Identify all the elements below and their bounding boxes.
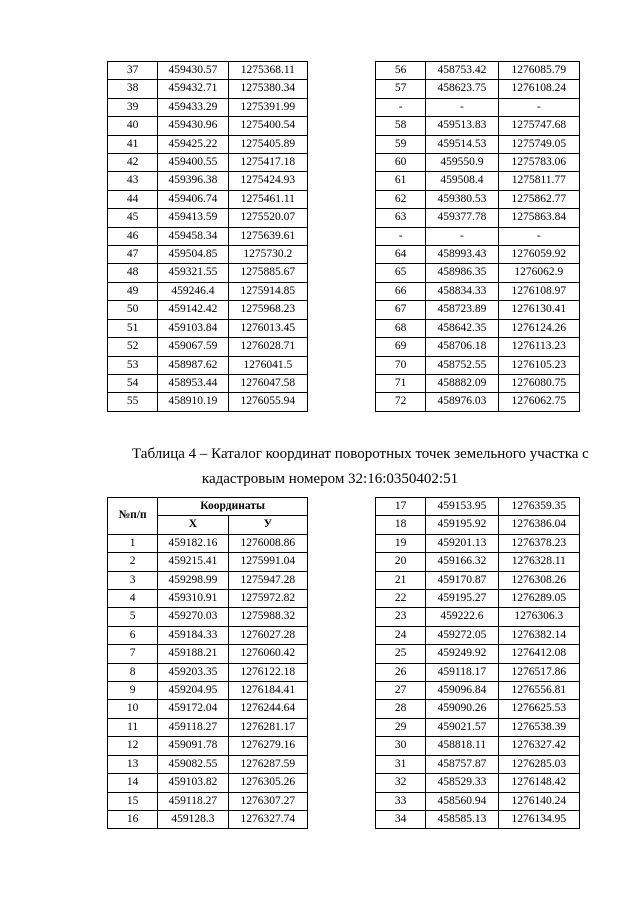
x-coordinate-cell: 459170.87 [426, 571, 498, 589]
x-coordinate-cell: 458834.33 [426, 282, 498, 300]
x-coordinate-cell: 459188.21 [158, 645, 228, 663]
point-number-cell: 38 [108, 80, 158, 98]
y-coordinate-cell: 1276327.74 [228, 810, 307, 828]
point-number-cell: 43 [108, 172, 158, 190]
table-header-row [108, 498, 308, 516]
point-number-cell: 32 [376, 774, 426, 792]
coordinates-table-4-left [107, 497, 308, 829]
y-coordinate-cell: 1276122.18 [228, 663, 307, 681]
point-number-cell: 14 [108, 774, 158, 792]
y-coordinate-cell: - [498, 98, 579, 116]
y-coordinate-cell: 1276134.95 [498, 810, 579, 828]
point-number-cell: 46 [108, 227, 158, 245]
x-coordinate-cell: 459184.33 [158, 626, 228, 644]
point-number-cell: 47 [108, 246, 158, 264]
x-coordinate-cell: 459246.4 [158, 282, 228, 300]
point-number-cell: 72 [376, 393, 426, 411]
x-coordinate-cell: - [426, 98, 498, 116]
point-number-cell: 42 [108, 154, 158, 172]
y-coordinate-cell: 1276327.42 [498, 737, 579, 755]
x-coordinate-cell: - [426, 227, 498, 245]
table-row [376, 301, 580, 319]
y-coordinate-cell: 1276244.64 [228, 700, 307, 718]
y-coordinate-cell: 1276148.42 [498, 774, 579, 792]
table-row [376, 154, 580, 172]
point-number-cell: 61 [376, 172, 426, 190]
point-number-cell: 48 [108, 264, 158, 282]
table-row [108, 172, 308, 190]
x-coordinate-cell: 459091.78 [158, 737, 228, 755]
table-row [376, 246, 580, 264]
y-coordinate-cell: 1276062.75 [498, 393, 579, 411]
table-row [376, 98, 580, 116]
x-coordinate-cell: 459321.55 [158, 264, 228, 282]
y-coordinate-cell: 1276289.05 [498, 590, 579, 608]
y-coordinate-cell: 1276113.23 [498, 338, 579, 356]
y-coordinate-cell: 1276307.27 [228, 792, 307, 810]
point-number-cell: 30 [376, 737, 426, 755]
table-row [108, 301, 308, 319]
y-coordinate-cell: - [498, 227, 579, 245]
x-coordinate-cell: 459432.71 [158, 80, 228, 98]
x-coordinate-cell: 459067.59 [158, 338, 228, 356]
x-coordinate-cell: 458723.89 [426, 301, 498, 319]
table-row [108, 62, 308, 80]
point-number-cell: 55 [108, 393, 158, 411]
x-coordinate-cell: 458623.75 [426, 80, 498, 98]
y-coordinate-cell: 1276556.81 [498, 682, 579, 700]
x-coordinate-cell: 459504.85 [158, 246, 228, 264]
y-coordinate-cell: 1276306.3 [498, 608, 579, 626]
point-number-cell: 15 [108, 792, 158, 810]
x-coordinate-cell: 459514.53 [426, 135, 498, 153]
table-row [108, 80, 308, 98]
header-y: У [228, 516, 307, 534]
table-row [376, 209, 580, 227]
x-coordinate-cell: 458753.42 [426, 62, 498, 80]
table-row [376, 190, 580, 208]
x-coordinate-cell: 459430.57 [158, 62, 228, 80]
x-coordinate-cell: 459142.42 [158, 301, 228, 319]
point-number-cell: 71 [376, 374, 426, 392]
point-number-cell: 13 [108, 755, 158, 773]
point-number-cell: 19 [376, 534, 426, 552]
y-coordinate-cell: 1275400.54 [228, 117, 307, 135]
header-x: Х [158, 516, 228, 534]
x-coordinate-cell: 458757.87 [426, 755, 498, 773]
point-number-cell: - [376, 227, 426, 245]
y-coordinate-cell: 1276055.94 [228, 393, 307, 411]
y-coordinate-cell: 1276538.39 [498, 718, 579, 736]
point-number-cell: 53 [108, 356, 158, 374]
x-coordinate-cell: 458706.18 [426, 338, 498, 356]
table-row [108, 774, 308, 792]
point-number-cell: 20 [376, 553, 426, 571]
coordinates-table-4-right [375, 497, 580, 829]
y-coordinate-cell: 1276027.28 [228, 626, 307, 644]
x-coordinate-cell: 459166.32 [426, 553, 498, 571]
point-number-cell: 59 [376, 135, 426, 153]
table-row [108, 338, 308, 356]
x-coordinate-cell: 459396.38 [158, 172, 228, 190]
x-coordinate-cell: 459249.92 [426, 645, 498, 663]
table-row [108, 374, 308, 392]
table-row [376, 80, 580, 98]
point-number-cell: 65 [376, 264, 426, 282]
y-coordinate-cell: 1276041.5 [228, 356, 307, 374]
y-coordinate-cell: 1276008.86 [228, 534, 307, 552]
y-coordinate-cell: 1275885.67 [228, 264, 307, 282]
table-row [108, 571, 308, 589]
table-row [108, 356, 308, 374]
y-coordinate-cell: 1276412.08 [498, 645, 579, 663]
x-coordinate-cell: 459433.29 [158, 98, 228, 116]
point-number-cell: 66 [376, 282, 426, 300]
table-row [108, 645, 308, 663]
y-coordinate-cell: 1276625.53 [498, 700, 579, 718]
point-number-cell: 56 [376, 62, 426, 80]
coordinates-table-top-left [107, 61, 308, 412]
point-number-cell: - [376, 98, 426, 116]
x-coordinate-cell: 459550.9 [426, 154, 498, 172]
point-number-cell: 25 [376, 645, 426, 663]
x-coordinate-cell: 459430.96 [158, 117, 228, 135]
table-row [376, 264, 580, 282]
point-number-cell: 29 [376, 718, 426, 736]
x-coordinate-cell: 458910.19 [158, 393, 228, 411]
point-number-cell: 70 [376, 356, 426, 374]
table-row [108, 810, 308, 828]
x-coordinate-cell: 459103.84 [158, 319, 228, 337]
table-row [108, 154, 308, 172]
x-coordinate-cell: 458993.43 [426, 246, 498, 264]
point-number-cell: 68 [376, 319, 426, 337]
point-number-cell: 2 [108, 553, 158, 571]
table-row [376, 663, 580, 681]
y-coordinate-cell: 1275947.28 [228, 571, 307, 589]
y-coordinate-cell: 1276108.24 [498, 80, 579, 98]
x-coordinate-cell: 459096.84 [426, 682, 498, 700]
point-number-cell: 41 [108, 135, 158, 153]
table-row [376, 338, 580, 356]
table-row [108, 608, 308, 626]
table-row [376, 135, 580, 153]
point-number-cell: 7 [108, 645, 158, 663]
table-row [108, 682, 308, 700]
table-row [376, 590, 580, 608]
point-number-cell: 11 [108, 718, 158, 736]
y-coordinate-cell: 1275749.05 [498, 135, 579, 153]
y-coordinate-cell: 1276062.9 [498, 264, 579, 282]
table-row [376, 553, 580, 571]
y-coordinate-cell: 1276378.23 [498, 534, 579, 552]
point-number-cell: 57 [376, 80, 426, 98]
x-coordinate-cell: 459270.03 [158, 608, 228, 626]
y-coordinate-cell: 1275991.04 [228, 553, 307, 571]
point-number-cell: 40 [108, 117, 158, 135]
y-coordinate-cell: 1275730.2 [228, 246, 307, 264]
table-row [108, 626, 308, 644]
point-number-cell: 33 [376, 792, 426, 810]
table-row [376, 117, 580, 135]
y-coordinate-cell: 1276285.03 [498, 755, 579, 773]
table-row [108, 117, 308, 135]
point-number-cell: 69 [376, 338, 426, 356]
table-row [376, 498, 580, 516]
point-number-cell: 54 [108, 374, 158, 392]
x-coordinate-cell: 459380.53 [426, 190, 498, 208]
y-coordinate-cell: 1276060.42 [228, 645, 307, 663]
y-coordinate-cell: 1276085.79 [498, 62, 579, 80]
point-number-cell: 23 [376, 608, 426, 626]
y-coordinate-cell: 1276080.75 [498, 374, 579, 392]
point-number-cell: 16 [108, 810, 158, 828]
y-coordinate-cell: 1275424.93 [228, 172, 307, 190]
point-number-cell: 5 [108, 608, 158, 626]
y-coordinate-cell: 1275461.11 [228, 190, 307, 208]
point-number-cell: 62 [376, 190, 426, 208]
point-number-cell: 63 [376, 209, 426, 227]
table-row [376, 534, 580, 552]
x-coordinate-cell: 458987.62 [158, 356, 228, 374]
x-coordinate-cell: 459118.27 [158, 792, 228, 810]
table-row [108, 792, 308, 810]
point-number-cell: 58 [376, 117, 426, 135]
x-coordinate-cell: 459021.57 [426, 718, 498, 736]
table-row [108, 737, 308, 755]
table-row [376, 700, 580, 718]
table-row [108, 135, 308, 153]
x-coordinate-cell: 459103.82 [158, 774, 228, 792]
x-coordinate-cell: 458953.44 [158, 374, 228, 392]
y-coordinate-cell: 1276047.58 [228, 374, 307, 392]
point-number-cell: 9 [108, 682, 158, 700]
table-row [376, 356, 580, 374]
point-number-cell: 52 [108, 338, 158, 356]
x-coordinate-cell: 459172.04 [158, 700, 228, 718]
table-caption-line-2: кадастровым номером 32:16:0350402:51 [201, 471, 459, 487]
point-number-cell: 17 [376, 498, 426, 516]
point-number-cell: 37 [108, 62, 158, 80]
table-row [108, 755, 308, 773]
x-coordinate-cell: 459425.22 [158, 135, 228, 153]
point-number-cell: 45 [108, 209, 158, 227]
table-row [108, 590, 308, 608]
y-coordinate-cell: 1276105.23 [498, 356, 579, 374]
table-row [108, 209, 308, 227]
x-coordinate-cell: 459298.99 [158, 571, 228, 589]
x-coordinate-cell: 459310.91 [158, 590, 228, 608]
x-coordinate-cell: 459222.6 [426, 608, 498, 626]
table-row [108, 190, 308, 208]
x-coordinate-cell: 459128.3 [158, 810, 228, 828]
y-coordinate-cell: 1275862.77 [498, 190, 579, 208]
point-number-cell: 34 [376, 810, 426, 828]
table-row [108, 553, 308, 571]
y-coordinate-cell: 1275391.99 [228, 98, 307, 116]
coordinates-table-top-right [375, 61, 580, 412]
x-coordinate-cell: 459272.05 [426, 626, 498, 644]
point-number-cell: 10 [108, 700, 158, 718]
point-number-cell: 67 [376, 301, 426, 319]
x-coordinate-cell: 459153.95 [426, 498, 498, 516]
y-coordinate-cell: 1276287.59 [228, 755, 307, 773]
y-coordinate-cell: 1275405.89 [228, 135, 307, 153]
table-row [376, 608, 580, 626]
table-row [108, 227, 308, 245]
x-coordinate-cell: 459118.17 [426, 663, 498, 681]
x-coordinate-cell: 459118.27 [158, 718, 228, 736]
y-coordinate-cell: 1275639.61 [228, 227, 307, 245]
x-coordinate-cell: 459508.4 [426, 172, 498, 190]
table-row [108, 319, 308, 337]
x-coordinate-cell: 459204.95 [158, 682, 228, 700]
header-point-number: №п/п [108, 498, 158, 535]
y-coordinate-cell: 1275988.32 [228, 608, 307, 626]
y-coordinate-cell: 1276059.92 [498, 246, 579, 264]
y-coordinate-cell: 1275783.06 [498, 154, 579, 172]
y-coordinate-cell: 1275914.85 [228, 282, 307, 300]
y-coordinate-cell: 1276184.41 [228, 682, 307, 700]
point-number-cell: 24 [376, 626, 426, 644]
x-coordinate-cell: 459458.34 [158, 227, 228, 245]
x-coordinate-cell: 458642.35 [426, 319, 498, 337]
table-row [376, 571, 580, 589]
x-coordinate-cell: 458976.03 [426, 393, 498, 411]
point-number-cell: 18 [376, 516, 426, 534]
x-coordinate-cell: 459182.16 [158, 534, 228, 552]
table-row [376, 810, 580, 828]
table-row [376, 172, 580, 190]
table-row [108, 393, 308, 411]
y-coordinate-cell: 1276308.26 [498, 571, 579, 589]
y-coordinate-cell: 1276328.11 [498, 553, 579, 571]
header-coordinates: Координаты [158, 498, 308, 516]
table-caption-line-1: Таблица 4 – Каталог координат поворотных точек земельного участка с [132, 446, 589, 462]
x-coordinate-cell: 459195.92 [426, 516, 498, 534]
y-coordinate-cell: 1275380.34 [228, 80, 307, 98]
table-row [108, 700, 308, 718]
y-coordinate-cell: 1276382.14 [498, 626, 579, 644]
table-row [376, 282, 580, 300]
x-coordinate-cell: 459513.83 [426, 117, 498, 135]
table-row [376, 645, 580, 663]
x-coordinate-cell: 459413.59 [158, 209, 228, 227]
x-coordinate-cell: 459082.55 [158, 755, 228, 773]
y-coordinate-cell: 1276130.41 [498, 301, 579, 319]
table-row [108, 98, 308, 116]
point-number-cell: 6 [108, 626, 158, 644]
y-coordinate-cell: 1275972.82 [228, 590, 307, 608]
point-number-cell: 31 [376, 755, 426, 773]
table-row [108, 534, 308, 552]
y-coordinate-cell: 1276305.26 [228, 774, 307, 792]
table-row [376, 737, 580, 755]
table-row [108, 246, 308, 264]
y-coordinate-cell: 1276279.16 [228, 737, 307, 755]
table-row [376, 319, 580, 337]
point-number-cell: 21 [376, 571, 426, 589]
x-coordinate-cell: 458986.35 [426, 264, 498, 282]
y-coordinate-cell: 1276013.45 [228, 319, 307, 337]
y-coordinate-cell: 1275968.23 [228, 301, 307, 319]
point-number-cell: 49 [108, 282, 158, 300]
table-row [376, 792, 580, 810]
table-row [108, 282, 308, 300]
table-row [376, 774, 580, 792]
y-coordinate-cell: 1276108.97 [498, 282, 579, 300]
table-row [376, 393, 580, 411]
y-coordinate-cell: 1275747.68 [498, 117, 579, 135]
x-coordinate-cell: 459215.41 [158, 553, 228, 571]
table-row [376, 374, 580, 392]
table-row [376, 718, 580, 736]
x-coordinate-cell: 459090.26 [426, 700, 498, 718]
point-number-cell: 27 [376, 682, 426, 700]
point-number-cell: 26 [376, 663, 426, 681]
point-number-cell: 64 [376, 246, 426, 264]
y-coordinate-cell: 1275520.07 [228, 209, 307, 227]
x-coordinate-cell: 459201.13 [426, 534, 498, 552]
y-coordinate-cell: 1276386.04 [498, 516, 579, 534]
x-coordinate-cell: 459203.35 [158, 663, 228, 681]
point-number-cell: 1 [108, 534, 158, 552]
point-number-cell: 12 [108, 737, 158, 755]
x-coordinate-cell: 458585.13 [426, 810, 498, 828]
table-row [376, 682, 580, 700]
table-row [376, 62, 580, 80]
table-row [108, 718, 308, 736]
y-coordinate-cell: 1276517.86 [498, 663, 579, 681]
table-row [376, 626, 580, 644]
point-number-cell: 3 [108, 571, 158, 589]
point-number-cell: 50 [108, 301, 158, 319]
point-number-cell: 4 [108, 590, 158, 608]
x-coordinate-cell: 458560.94 [426, 792, 498, 810]
y-coordinate-cell: 1275368.11 [228, 62, 307, 80]
point-number-cell: 22 [376, 590, 426, 608]
y-coordinate-cell: 1275417.18 [228, 154, 307, 172]
y-coordinate-cell: 1276140.24 [498, 792, 579, 810]
point-number-cell: 28 [376, 700, 426, 718]
x-coordinate-cell: 458818.11 [426, 737, 498, 755]
x-coordinate-cell: 459406.74 [158, 190, 228, 208]
y-coordinate-cell: 1276281.17 [228, 718, 307, 736]
y-coordinate-cell: 1276359.35 [498, 498, 579, 516]
x-coordinate-cell: 459195.27 [426, 590, 498, 608]
table-row [376, 755, 580, 773]
x-coordinate-cell: 458882.09 [426, 374, 498, 392]
y-coordinate-cell: 1275811.77 [498, 172, 579, 190]
table-row [376, 516, 580, 534]
x-coordinate-cell: 458752.55 [426, 356, 498, 374]
x-coordinate-cell: 459400.55 [158, 154, 228, 172]
point-number-cell: 39 [108, 98, 158, 116]
point-number-cell: 8 [108, 663, 158, 681]
y-coordinate-cell: 1276028.71 [228, 338, 307, 356]
x-coordinate-cell: 458529.33 [426, 774, 498, 792]
point-number-cell: 51 [108, 319, 158, 337]
table-row [108, 663, 308, 681]
y-coordinate-cell: 1275863.84 [498, 209, 579, 227]
point-number-cell: 44 [108, 190, 158, 208]
table-row [376, 227, 580, 245]
point-number-cell: 60 [376, 154, 426, 172]
table-row [108, 264, 308, 282]
x-coordinate-cell: 459377.78 [426, 209, 498, 227]
y-coordinate-cell: 1276124.26 [498, 319, 579, 337]
